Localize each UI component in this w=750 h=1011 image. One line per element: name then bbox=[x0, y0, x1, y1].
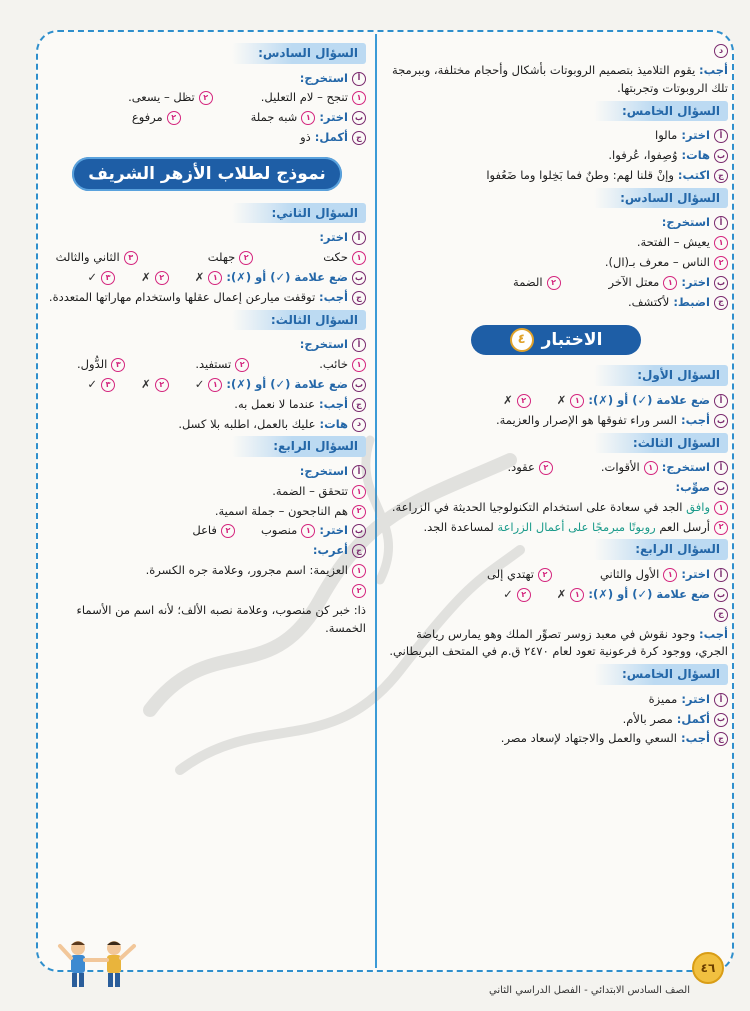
item-number-circle: ٢ bbox=[714, 256, 728, 270]
item-number-circle: ١ bbox=[644, 461, 658, 475]
item-letter-badge: ب bbox=[714, 414, 728, 428]
answer-row bbox=[384, 586, 728, 604]
footer-grade-text: الصف السادس الابتدائي - الفصل الدراسي الثاني bbox=[489, 985, 690, 996]
answer-text bbox=[384, 626, 728, 662]
instruction-label: ضع علامة (✓) أو (✗): bbox=[226, 270, 348, 285]
answer-mark: ✓ bbox=[503, 586, 513, 601]
text: مالوا bbox=[655, 128, 678, 143]
item-letter-badge: ب bbox=[714, 149, 728, 163]
item-number-circle: ١ bbox=[352, 251, 366, 265]
answer-mark: ✗ bbox=[141, 270, 151, 285]
answer-row bbox=[48, 289, 366, 307]
text: شبه جملة bbox=[250, 110, 298, 125]
text: السعي والعمل والاجتهاد لإسعاد مصر. bbox=[500, 731, 677, 746]
text: الجد في سعادة على استخدام التكنولوجيا الحديثة في الزراعة. bbox=[391, 499, 683, 514]
answer-row bbox=[48, 483, 366, 501]
item-number-circle: ٢ bbox=[155, 378, 169, 392]
item-number-circle: ١ bbox=[301, 111, 315, 125]
text: وجود نقوش في معبد زوسر تصوِّر الملك وهو يمارس رياضة الجري، ووجود كرة فرعونية تعود لعام ٢٤٧٠ ق.م في المتحف البريطاني. bbox=[389, 626, 728, 659]
model-banner: نموذج لطلاب الأزهر الشريف bbox=[72, 157, 342, 191]
answer-mark: ✗ bbox=[503, 392, 513, 407]
item-number-circle: ٢ bbox=[517, 588, 531, 602]
text: الاختبار bbox=[541, 330, 603, 351]
answer-text bbox=[384, 519, 710, 537]
item-number-circle: ١ bbox=[663, 276, 677, 290]
section-title: السؤال الثالث: bbox=[232, 310, 366, 331]
instruction-label: أجب: bbox=[680, 412, 710, 427]
item-number-circle: ٢ bbox=[239, 251, 253, 265]
answer-mark: ✗ bbox=[556, 586, 567, 601]
section-title: السؤال السادس: bbox=[594, 188, 728, 209]
answer-row bbox=[48, 249, 366, 267]
instruction-label: استخرج: bbox=[299, 70, 348, 85]
answer-row bbox=[48, 70, 366, 88]
answer-row bbox=[384, 691, 728, 709]
item-letter-badge: ج bbox=[714, 732, 728, 746]
text: وإنْ قلنا لهم: وطنٌ فما بَخِلوا وما ضَعُفوا bbox=[486, 167, 674, 182]
instruction-label: اختر: bbox=[681, 566, 710, 581]
answer-row bbox=[48, 416, 366, 434]
item-letter-badge: ج bbox=[352, 544, 366, 558]
kids-illustration bbox=[54, 936, 140, 996]
answer-row bbox=[384, 234, 728, 252]
instruction-label: اختر: bbox=[319, 110, 348, 125]
text: عندما لا نعمل به. bbox=[234, 396, 315, 411]
instruction-label: هات: bbox=[681, 148, 710, 163]
item-number-circle: ٣ bbox=[101, 378, 115, 392]
answer-row bbox=[48, 376, 366, 394]
item-letter-badge: ب bbox=[352, 524, 366, 538]
section-title: السؤال الخامس: bbox=[594, 664, 728, 685]
text: وُصِفوا، عُرفوا. bbox=[608, 148, 678, 163]
text: هم الناجحون – جملة اسمية. bbox=[214, 503, 348, 518]
answer-row bbox=[384, 392, 728, 410]
text: لمساعدة الجد. bbox=[423, 519, 494, 534]
instruction-label: اختر: bbox=[681, 691, 710, 706]
item-number-circle: ٢ bbox=[714, 521, 728, 535]
instruction-label: اكتب: bbox=[677, 167, 710, 182]
text: معتل الآخر bbox=[608, 274, 660, 289]
answer-row bbox=[48, 89, 366, 107]
item-number-circle: ١ bbox=[714, 236, 728, 250]
text: روبوتًا مبرمجًا على أعمال الزراعة bbox=[497, 519, 656, 534]
item-number-circle: ٢ bbox=[517, 394, 531, 408]
item-letter-badge: ج bbox=[714, 296, 728, 310]
item-number-circle: ٢ bbox=[352, 584, 366, 598]
text: السر وراء تفوقها هو الإصرار والعزيمة. bbox=[495, 412, 677, 427]
text: تستفيد. bbox=[195, 357, 232, 372]
item-letter-badge: أ bbox=[714, 693, 728, 707]
instruction-label: ضع علامة (✓) أو (✗): bbox=[588, 586, 710, 601]
answer-row bbox=[48, 503, 366, 521]
item-letter-badge: أ bbox=[714, 129, 728, 143]
instruction-label: استخرج: bbox=[661, 460, 710, 475]
left-column bbox=[48, 40, 366, 971]
item-number-circle: ٢ bbox=[235, 358, 249, 372]
item-letter-badge: ب bbox=[714, 481, 728, 495]
instruction-label: أجب: bbox=[680, 731, 710, 746]
test-banner bbox=[471, 325, 641, 355]
answer-row bbox=[384, 167, 728, 185]
text: مرفوع bbox=[131, 110, 163, 125]
answer-row bbox=[48, 582, 366, 638]
instruction-label: اختر: bbox=[319, 230, 348, 245]
test-number: ٤ bbox=[510, 328, 534, 352]
answer-row bbox=[384, 294, 728, 312]
item-letter-badge: ب bbox=[714, 588, 728, 602]
answer-row bbox=[384, 459, 728, 477]
text: تهتدي إلى bbox=[487, 566, 534, 581]
answer-row bbox=[384, 214, 728, 232]
instruction-label: أجب: bbox=[698, 63, 728, 77]
text: جهلت bbox=[207, 250, 236, 265]
text: الضمة bbox=[513, 274, 543, 289]
answer-row bbox=[384, 730, 728, 748]
answer-row bbox=[384, 519, 728, 537]
answer-row bbox=[384, 479, 728, 497]
answer-row bbox=[48, 463, 366, 481]
text: الناس – معرف بـ(ال). bbox=[604, 254, 710, 269]
answer-text bbox=[384, 499, 710, 517]
item-letter-badge: ب bbox=[352, 111, 366, 125]
item-letter-badge: ج bbox=[352, 131, 366, 145]
instruction-label: ضع علامة (✓) أو (✗): bbox=[226, 376, 348, 391]
item-letter-badge: د bbox=[352, 418, 366, 432]
item-letter-badge: ج bbox=[714, 169, 728, 183]
instruction-label: اختر: bbox=[681, 274, 710, 289]
instruction-label: اختر: bbox=[681, 128, 710, 143]
text: تنجح – لام التعليل. bbox=[260, 90, 348, 105]
item-number-circle: ٢ bbox=[199, 91, 213, 105]
answer-row bbox=[48, 109, 366, 127]
text: وافق bbox=[686, 499, 710, 514]
item-number-circle: ١ bbox=[301, 524, 315, 538]
section-title: السؤال السادس: bbox=[232, 43, 366, 64]
item-number-circle: ١ bbox=[352, 91, 366, 105]
answer-row bbox=[384, 566, 728, 584]
item-number-circle: ١ bbox=[208, 378, 222, 392]
item-letter-badge: أ bbox=[352, 338, 366, 352]
item-letter-badge: ب bbox=[352, 271, 366, 285]
item-number-circle: ٢ bbox=[221, 524, 235, 538]
text: ذا: خبر كن منصوب، وعلامة نصبه الألف؛ لأنه اسم من الأسماء الخمسة. bbox=[76, 602, 366, 635]
text: لأكتشف. bbox=[628, 294, 670, 309]
section-title: السؤال الثاني: bbox=[232, 203, 366, 224]
text: مصر بالأم. bbox=[622, 711, 673, 726]
instruction-label: أجب: bbox=[698, 626, 728, 641]
item-letter-badge: ج bbox=[352, 398, 366, 412]
answer-row bbox=[384, 412, 728, 430]
section-title: السؤال الرابع: bbox=[232, 436, 366, 457]
text: حكت bbox=[323, 250, 348, 265]
text: توقفت ميارعن إعمال عقلها واستخدام مهاراتها المتعددة. bbox=[48, 289, 316, 304]
answer-mark: ✓ bbox=[87, 270, 98, 285]
answer-row bbox=[48, 129, 366, 147]
answer-mark: ✓ bbox=[194, 376, 205, 391]
item-letter-badge: أ bbox=[714, 461, 728, 475]
instruction-label: أجب: bbox=[318, 289, 348, 304]
text: ذو bbox=[300, 130, 311, 145]
text: الثاني والثالث bbox=[55, 250, 120, 265]
answer-row bbox=[48, 269, 366, 287]
item-letter-badge: أ bbox=[352, 72, 366, 86]
answer-row bbox=[384, 127, 728, 145]
item-label: د bbox=[714, 44, 728, 58]
item-letter-badge: أ bbox=[714, 216, 728, 230]
answer-row bbox=[384, 254, 728, 272]
page-number: ٤٦ bbox=[692, 952, 724, 984]
item-number-circle: ١ bbox=[714, 501, 728, 515]
text: العزيمة: اسم مجرور، وعلامة جره الكسرة. bbox=[145, 563, 348, 577]
answer-mark: ✗ bbox=[556, 392, 567, 407]
item-number-circle: ١ bbox=[208, 271, 222, 285]
item-number-circle: ١ bbox=[352, 485, 366, 499]
answer-row bbox=[384, 42, 728, 98]
text: الأقوات. bbox=[600, 460, 640, 475]
item-number-circle: ٢ bbox=[167, 111, 181, 125]
item-letter-badge: ب bbox=[714, 713, 728, 727]
answer-row bbox=[48, 336, 366, 354]
answer-mark: ✓ bbox=[87, 376, 98, 391]
text: منصوب bbox=[260, 523, 298, 538]
right-column bbox=[384, 40, 728, 971]
item-number-circle: ٣ bbox=[101, 271, 115, 285]
answer-row bbox=[384, 499, 728, 517]
answer-row bbox=[48, 562, 366, 580]
answer-row bbox=[48, 522, 366, 540]
text: تظل – يسعى. bbox=[128, 90, 195, 105]
text: خائب. bbox=[319, 357, 348, 372]
item-number-circle: ٣ bbox=[124, 251, 138, 265]
item-number-circle: ١ bbox=[570, 588, 584, 602]
instruction-label: أكمل: bbox=[314, 130, 348, 145]
item-number-circle: ١ bbox=[663, 568, 677, 582]
text: يقوم التلاميذ بتصميم الروبوتات بأشكال وأحجام مختلفة، وببرمجة تلك الروبوتات وتجربتها. bbox=[391, 63, 728, 95]
text: يعيش – الفتحة. bbox=[636, 235, 710, 250]
instruction-label: هات: bbox=[319, 416, 348, 431]
section-title: السؤال الخامس: bbox=[594, 101, 728, 122]
instruction-label: اختر: bbox=[319, 523, 348, 538]
text: فاعل bbox=[192, 523, 217, 538]
text: عليك بالعمل، اطلبه بلا كسل. bbox=[178, 416, 316, 431]
text: أرسل العم bbox=[659, 519, 710, 534]
text: مميزة bbox=[648, 691, 678, 706]
item-letter-badge: أ bbox=[714, 394, 728, 408]
section-title: السؤال الرابع: bbox=[594, 539, 728, 560]
text: الدُّول. bbox=[77, 357, 108, 372]
item-number-circle: ٢ bbox=[547, 276, 561, 290]
answer-row bbox=[48, 356, 366, 374]
instruction-label: أكمل: bbox=[676, 711, 710, 726]
item-letter-badge: ب bbox=[714, 276, 728, 290]
answer-row bbox=[384, 606, 728, 662]
item-letter-badge: أ bbox=[714, 568, 728, 582]
answer-row bbox=[48, 542, 366, 560]
column-divider bbox=[375, 34, 377, 968]
item-letter-badge: ب bbox=[352, 378, 366, 392]
instruction-label: اضبط: bbox=[673, 294, 710, 309]
answer-mark: ✗ bbox=[194, 270, 205, 285]
instruction-label: صوِّب: bbox=[675, 479, 710, 494]
item-number-circle: ٢ bbox=[352, 505, 366, 519]
item-letter-badge: ج bbox=[714, 608, 728, 622]
answer-row bbox=[48, 396, 366, 414]
answer-mark: ✗ bbox=[141, 376, 151, 391]
answer-row bbox=[384, 711, 728, 729]
answer-text bbox=[384, 62, 728, 98]
answer-row bbox=[48, 229, 366, 247]
text: تتحقق – الضمة. bbox=[272, 483, 348, 498]
item-letter-badge: أ bbox=[352, 465, 366, 479]
item-number-circle: ١ bbox=[352, 358, 366, 372]
instruction-label: استخرج: bbox=[299, 463, 348, 478]
instruction-label: استخرج: bbox=[661, 215, 710, 230]
item-number-circle: ٣ bbox=[111, 358, 125, 372]
item-number-circle: ٢ bbox=[155, 271, 169, 285]
item-letter-badge: أ bbox=[352, 231, 366, 245]
instruction-label: أجب: bbox=[318, 396, 348, 411]
answer-text bbox=[48, 289, 348, 307]
section-title: السؤال الأول: bbox=[594, 365, 728, 386]
answer-row bbox=[384, 274, 728, 292]
item-number-circle: ١ bbox=[570, 394, 584, 408]
item-number-circle: ١ bbox=[352, 564, 366, 578]
item-letter-badge: ج bbox=[352, 291, 366, 305]
instruction-label: أعرب: bbox=[312, 543, 348, 558]
item-number-circle: ٢ bbox=[538, 568, 552, 582]
text: الأول والثاني bbox=[599, 566, 660, 581]
item-number-circle: ٢ bbox=[539, 461, 553, 475]
answer-row bbox=[384, 147, 728, 165]
instruction-label: ضع علامة (✓) أو (✗): bbox=[588, 392, 710, 407]
instruction-label: استخرج: bbox=[299, 337, 348, 352]
text: عقود. bbox=[507, 460, 535, 475]
section-title: السؤال الثالث: bbox=[594, 433, 728, 454]
